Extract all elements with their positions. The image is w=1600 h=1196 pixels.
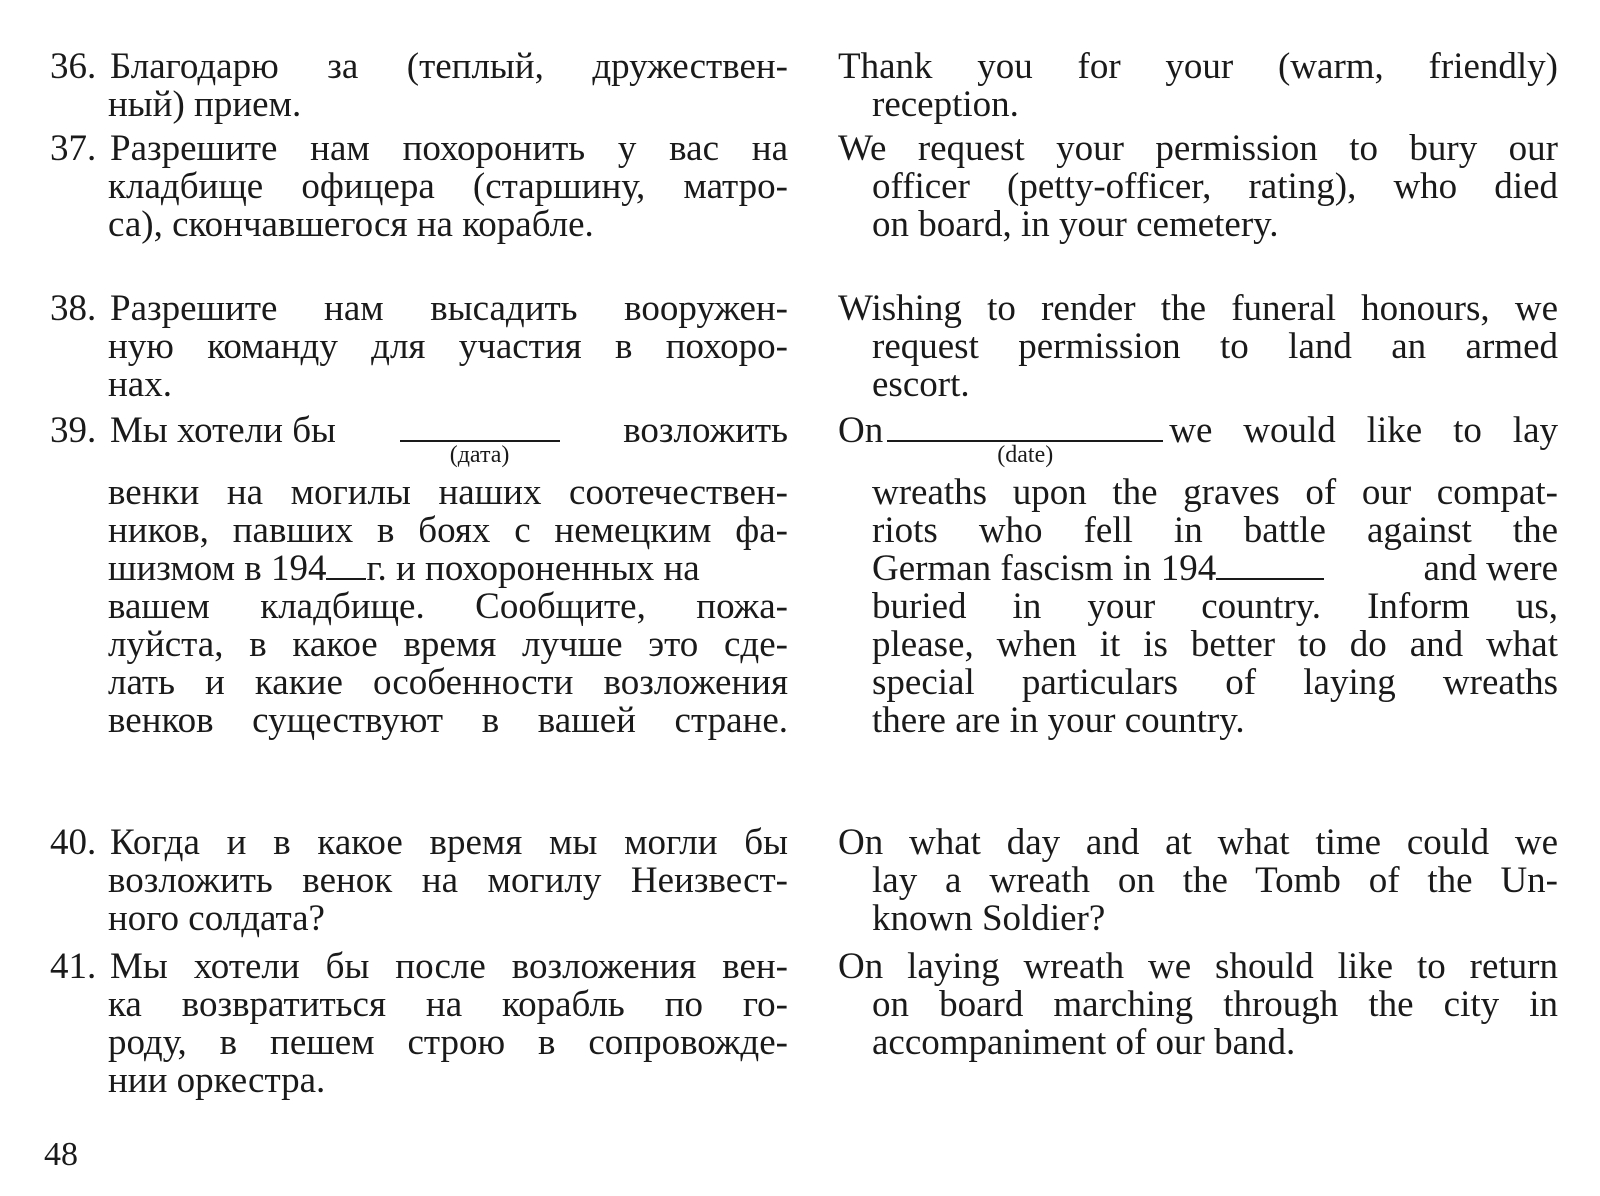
- en-40-line-1: On what day and at what time could we: [838, 822, 1558, 863]
- date-blank: [887, 420, 1163, 468]
- ru-item-40: [50, 824, 788, 938]
- en-39-line-7: special particulars of laying wreaths: [872, 662, 1558, 703]
- en-39-line-5: buried in your country. Inform us,: [872, 586, 1558, 627]
- ru-41-line-4: нии оркестра.: [108, 1060, 326, 1101]
- ru-38-line-3: нах.: [108, 364, 172, 405]
- item-number: 37.: [50, 128, 97, 169]
- year-blank: [326, 558, 366, 580]
- item-number: 38.: [50, 288, 97, 329]
- ru-37-line-1: 37. Разрешите нам похоронить у вас на: [50, 128, 788, 169]
- en-36-line-2: reception.: [872, 84, 1019, 125]
- year-blank: [1216, 558, 1324, 580]
- ru-39-line-2: венки на могилы наших соотечествен-: [108, 472, 788, 513]
- item-number: 36.: [50, 46, 97, 87]
- page-number: 48: [44, 1136, 78, 1173]
- ru-38-line-1: 38. Разрешите нам высадить вооружен-: [50, 288, 788, 329]
- en-item-36: [838, 48, 1558, 124]
- en-36-line-1: Thank you for your (warm, friendly): [838, 46, 1558, 87]
- item-number: 41.: [50, 946, 97, 987]
- ru-41-line-3: роду, в пешем строю в сопровожде-: [108, 1022, 788, 1063]
- ru-36-line-2: ный) прием.: [108, 84, 302, 125]
- en-39-line-8: there are in your country.: [872, 700, 1245, 741]
- en-39-line-3: riots who fell in battle against the: [872, 510, 1558, 551]
- ru-36-line-1: 36. Благодарю за (теплый, дружествен-: [50, 46, 788, 87]
- item-number: 40.: [50, 822, 97, 863]
- en-38-line-1: Wishing to render the funeral honours, we: [838, 288, 1558, 329]
- en-39-line-1: On (date) we would like to lay: [838, 410, 1558, 468]
- en-item-39: [838, 412, 1558, 740]
- ru-item-37: [50, 130, 788, 244]
- en-37-line-2: officer (petty-officer, rating), who died: [872, 166, 1558, 207]
- ru-39-line-3: ников, павших в боях с немецким фа-: [108, 510, 788, 551]
- en-39-line-2: wreaths upon the graves of our compat-: [872, 472, 1558, 513]
- en-40-line-2: lay a wreath on the Tomb of the Un-: [872, 860, 1558, 901]
- ru-item-38: [50, 290, 788, 404]
- en-item-40: [838, 824, 1558, 938]
- date-caption: (date): [997, 442, 1054, 468]
- ru-37-line-2: кладбище офицера (старшину, матро-: [108, 166, 788, 207]
- ru-41-line-2: ка возвратиться на корабль по го-: [108, 984, 788, 1025]
- en-37-line-3: on board, in your cemetery.: [872, 204, 1279, 245]
- en-item-41: [838, 948, 1558, 1062]
- en-41-line-2: on board marching through the city in: [872, 984, 1558, 1025]
- en-40-line-3: known Soldier?: [872, 898, 1106, 939]
- ru-40-line-1: 40. Когда и в какое время мы могли бы: [50, 822, 788, 863]
- ru-39-line-4: шизмом в 194 г. и похороненных на: [108, 548, 700, 589]
- ru-41-line-1: 41. Мы хотели бы после возложения вен-: [50, 946, 788, 987]
- en-39-line-6: please, when it is better to do and what: [872, 624, 1558, 665]
- date-caption: (дата): [449, 442, 510, 468]
- ru-item-36: [50, 48, 788, 124]
- ru-38-line-2: ную команду для участия в похоро-: [108, 326, 788, 367]
- ru-40-line-3: ного солдата?: [108, 898, 325, 939]
- ru-39-line-5: вашем кладбище. Сообщите, пожа-: [108, 586, 788, 627]
- ru-37-line-3: са), скончавшегося на корабле.: [108, 204, 594, 245]
- en-item-38: [838, 290, 1558, 404]
- ru-40-line-2: возложить венок на могилу Неизвест-: [108, 860, 788, 901]
- ru-item-41: [50, 948, 788, 1100]
- item-number: 39.: [50, 410, 97, 451]
- en-item-37: [838, 130, 1558, 244]
- en-38-line-2: request permission to land an armed: [872, 326, 1558, 367]
- en-37-line-1: We request your permission to bury our: [838, 128, 1558, 169]
- en-38-line-3: escort.: [872, 364, 970, 405]
- en-41-line-1: On laying wreath we should like to return: [838, 946, 1558, 987]
- en-39-line-4: German fascism in 194 and were: [872, 548, 1558, 589]
- ru-39-line-6: луйста, в какое время лучше это сде-: [108, 624, 788, 665]
- ru-39-line-1: 39. Мы хотели бы (дата) возложить: [50, 410, 788, 468]
- ru-item-39: [50, 412, 788, 740]
- en-41-line-3: accompaniment of our band.: [872, 1022, 1296, 1063]
- ru-39-line-7: лать и какие особенности возложения: [108, 662, 788, 703]
- date-blank: [400, 420, 560, 468]
- ru-39-line-8: венков существуют в вашей стране.: [108, 700, 788, 741]
